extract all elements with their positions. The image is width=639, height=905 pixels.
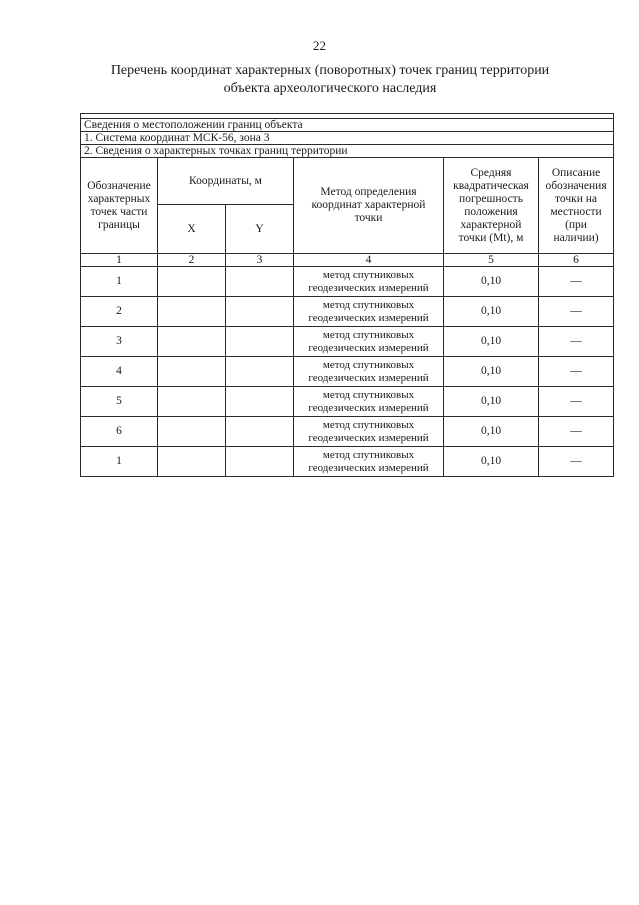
header-y: Y — [226, 205, 294, 254]
coord-system-cell: 1. Система координат МСК-56, зона 3 — [81, 132, 614, 145]
y-cell — [226, 357, 294, 387]
description-cell: — — [539, 327, 614, 357]
y-cell — [226, 327, 294, 357]
table-body — [81, 114, 614, 477]
x-cell — [158, 417, 226, 447]
accuracy-cell: 0,10 — [444, 417, 539, 447]
method-cell: метод спутниковых геодезических измерений — [294, 297, 444, 327]
column-number: 3 — [226, 254, 294, 267]
header-description: Описание обозначения точки на местности (при наличии) — [539, 158, 614, 254]
description-cell: — — [539, 417, 614, 447]
header-accuracy: Средняя квадратическая погрешность положения характерной точки (Mt), м — [444, 158, 539, 254]
description-cell: — — [539, 297, 614, 327]
y-cell — [226, 387, 294, 417]
title-line-1: Перечень координат характерных (поворотных) точек границ территории — [110, 63, 550, 78]
header-method: Метод определения координат характерной точки — [294, 158, 444, 254]
x-cell — [158, 267, 226, 297]
title-line-2: объекта археологического наследия — [223, 81, 437, 96]
x-cell — [158, 327, 226, 357]
header-coordinates: Координаты, м — [158, 158, 294, 205]
section-location-row — [81, 119, 614, 132]
table-row — [81, 267, 614, 297]
method-cell: метод спутниковых геодезических измерений — [294, 447, 444, 477]
document-title — [60, 62, 600, 98]
column-number: 6 — [539, 254, 614, 267]
y-cell — [226, 267, 294, 297]
coordinates-table — [80, 113, 614, 477]
table-row — [81, 297, 614, 327]
method-cell: метод спутниковых геодезических измерений — [294, 267, 444, 297]
y-cell — [226, 417, 294, 447]
point-cell: 6 — [81, 417, 158, 447]
description-cell: — — [539, 267, 614, 297]
points-info-row — [81, 145, 614, 158]
x-cell — [158, 447, 226, 477]
description-cell: — — [539, 447, 614, 477]
accuracy-cell: 0,10 — [444, 357, 539, 387]
accuracy-cell: 0,10 — [444, 267, 539, 297]
header-row-1 — [81, 158, 614, 205]
x-cell — [158, 297, 226, 327]
column-number: 2 — [158, 254, 226, 267]
table-row — [81, 447, 614, 477]
header-designation: Обозначение характерных точек части границы — [81, 158, 158, 254]
column-numbers-row — [81, 254, 614, 267]
column-number: 1 — [81, 254, 158, 267]
coord-system-row — [81, 132, 614, 145]
accuracy-cell: 0,10 — [444, 297, 539, 327]
table-row — [81, 387, 614, 417]
point-cell: 2 — [81, 297, 158, 327]
method-cell: метод спутниковых геодезических измерений — [294, 417, 444, 447]
point-cell: 3 — [81, 327, 158, 357]
page-number: 22 — [313, 38, 326, 53]
table-row — [81, 417, 614, 447]
section-location-cell: Сведения о местоположении границ объекта — [81, 119, 614, 132]
point-cell: 4 — [81, 357, 158, 387]
point-cell: 5 — [81, 387, 158, 417]
method-cell: метод спутниковых геодезических измерений — [294, 387, 444, 417]
accuracy-cell: 0,10 — [444, 327, 539, 357]
accuracy-cell: 0,10 — [444, 387, 539, 417]
description-cell: — — [539, 357, 614, 387]
description-cell: — — [539, 387, 614, 417]
accuracy-cell: 0,10 — [444, 447, 539, 477]
table-row — [81, 327, 614, 357]
table-row — [81, 357, 614, 387]
x-cell — [158, 357, 226, 387]
method-cell: метод спутниковых геодезических измерений — [294, 327, 444, 357]
point-cell: 1 — [81, 447, 158, 477]
y-cell — [226, 447, 294, 477]
method-cell: метод спутниковых геодезических измерений — [294, 357, 444, 387]
x-cell — [158, 387, 226, 417]
column-number: 5 — [444, 254, 539, 267]
column-number: 4 — [294, 254, 444, 267]
y-cell — [226, 297, 294, 327]
points-info-cell: 2. Сведения о характерных точках границ территории — [81, 145, 614, 158]
header-x: X — [158, 205, 226, 254]
point-cell: 1 — [81, 267, 158, 297]
